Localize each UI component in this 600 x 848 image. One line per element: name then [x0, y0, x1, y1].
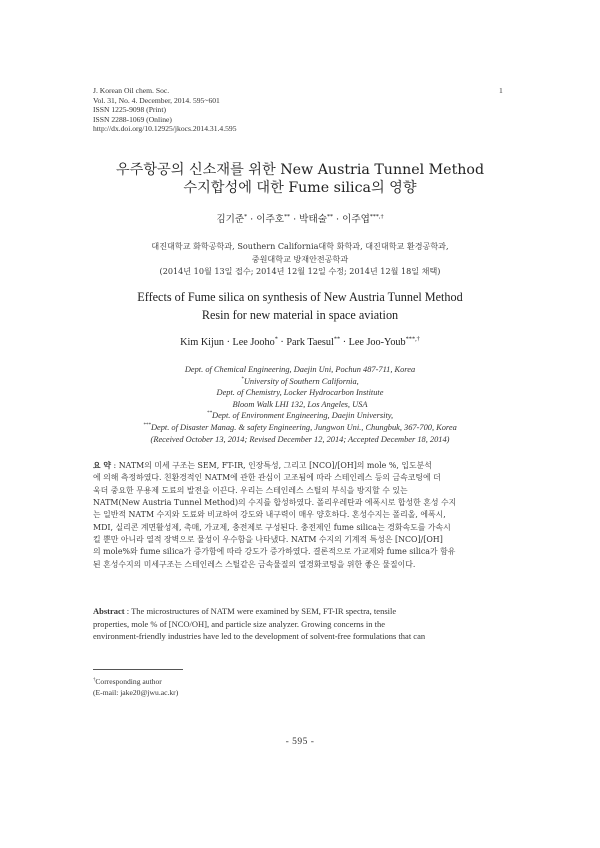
abstract-en-line: environment-friendly industries have led to the development of solvent-free formulations that can	[93, 631, 426, 642]
affiliation-en-line6	[0, 422, 600, 434]
journal-header	[93, 86, 237, 134]
received-dates-en: (Received October 13, 2014; Revised December 12, 2014; Accepted December 18, 2014)	[150, 434, 450, 444]
page-number-bottom: - 595 -	[285, 737, 315, 747]
affiliation-korean	[0, 240, 600, 278]
affiliation-en-line2	[0, 376, 600, 388]
authors-korean	[0, 211, 600, 225]
abstract-ko-line: 욱더 중요한 무용제 도료의 발전을 이끈다. 우리는 스테인레스 스틸의 부식을 방지할 수 있는	[93, 485, 408, 495]
affiliation-en-line5-mark: **	[206, 410, 213, 417]
page-number-top: 1	[499, 86, 503, 95]
author-en-3-mark: **	[333, 335, 341, 343]
affiliation-en-line2-text: University of Southern California,	[243, 376, 359, 386]
abstract-ko-label: 요 약	[93, 461, 111, 470]
affiliation-en-line5-text: Dept. of Environment Engineering, Daejin University,	[212, 411, 394, 421]
author-separator: ·	[340, 337, 349, 348]
title-english-line2: Resin for new material in space aviation	[201, 307, 399, 322]
abstract-ko-line: 요 약 : NATM의 미세 구조는 SEM, FT-IR, 인장특성, 그리고 [NCO]/[OH]의 mole %, 입도분석	[93, 461, 432, 470]
author-separator: ·	[290, 214, 300, 225]
affiliation-en-line1: Dept. of Chemical Engineering, Daejin Uni, Pochun 487-711, Korea	[184, 365, 416, 374]
affiliation-en-line6-text: Dept. of Disaster Manag. & safety Engineering, Jungwon Uni., Chungbuk, 367-700, Korea	[150, 422, 457, 432]
affiliation-en-line6-mark: ***	[143, 422, 151, 429]
journal-name: J. Korean Oil chem. Soc.	[93, 86, 170, 95]
author-separator: ·	[247, 214, 257, 225]
abstract-en-label: Abstract	[93, 606, 125, 616]
abstract-korean	[93, 460, 507, 571]
author-ko-4: 이주엽	[342, 214, 370, 225]
abstract-ko-line: 에 의해 측정하였다. 친환경적인 NATM에 관한 관심이 고조됨에 따라 스테인레스 등의 금속코팅에 더	[93, 473, 441, 483]
author-en-2: Lee Jooho	[232, 337, 275, 348]
author-ko-1-mark: *	[244, 212, 248, 220]
title-korean	[0, 161, 600, 197]
affiliation-en-line5	[0, 410, 600, 422]
footnote	[93, 676, 178, 698]
abstract-ko-line: NATM(New Austria Tunnel Method)의 수지를 합성하였다. 폴리우레탄과 에폭시로 합성한 혼성 수지	[93, 498, 457, 508]
issn-print: ISSN 1225-9098 (Print)	[93, 105, 166, 115]
affiliation-ko-line2: 중원대학교 방재안전공학과	[251, 253, 349, 264]
authors-english	[0, 337, 600, 348]
affiliation-english	[0, 364, 600, 445]
title-english-line1: Effects of Fume silica on synthesis of New Austria Tunnel Method	[137, 290, 463, 304]
issn-online: ISSN 2288-1069 (Online)	[93, 114, 172, 124]
author-en-4-mark: ***,†	[405, 335, 420, 343]
title-korean-line1: 우주항공의 신소재를 위한 New Austria Tunnel Method	[115, 162, 485, 178]
abstract-ko-line: 의 mole%와 fume silica가 증가함에 따라 강도가 증가하였다. 결론적으로 가교제와 fume silica가 함유	[93, 547, 456, 557]
abstract-ko-line: 는 일반적 NATM 수지와 도료와 비교하여 강도와 내구력이 매우 양호하다. 혼성수지는 폴리올, 에폭시,	[93, 510, 446, 520]
author-ko-4-mark: ***,†	[369, 212, 384, 220]
author-ko-2: 이주호	[256, 214, 285, 225]
title-korean-line2: 수지합성에 대한 Fume silica의 영향	[183, 180, 417, 196]
affiliation-en-line2-mark: *	[241, 375, 244, 382]
author-ko-3-mark: **	[326, 212, 333, 220]
affiliation-ko-line1: 대진대학교 화학공학과, Southern California대학 화학과, 대진대학교 환경공학과,	[151, 241, 449, 251]
author-separator: ·	[332, 214, 343, 225]
author-en-2-mark: *	[274, 335, 278, 343]
author-ko-1: 김기준	[216, 214, 245, 225]
author-ko-3: 박태술	[299, 214, 327, 225]
author-en-4: Lee Joo-Youb	[348, 337, 406, 348]
author-email: (E-mail: jake20@jwu.ac.kr)	[93, 688, 179, 697]
author-en-1: Kim Kijun	[180, 337, 225, 348]
doi-link[interactable]: http://dx.doi.org/10.12925/jkocs.2014.31.4.595	[93, 124, 237, 134]
abstract-en-line: Abstract : The microstructures of NATM were examined by SEM, FT-IR spectra, tensile	[93, 606, 397, 616]
journal-volume: Vol. 31, No. 4. December, 2014. 595~601	[93, 95, 220, 105]
abstract-en-line-text: The microstructures of NATM were examined by SEM, FT-IR spectra, tensile	[131, 606, 397, 616]
abstract-ko-line: 된 혼성수지의 미세구조는 스테인레스 스틸같은 금속물질의 열경화코팅을 위한 좋은 물질이다.	[93, 559, 416, 569]
author-en-3: Park Taesul	[286, 337, 334, 348]
corresponding-author	[93, 676, 178, 687]
footnote-divider	[93, 669, 183, 670]
author-separator: ·	[277, 337, 287, 348]
received-dates-ko: (2014년 10월 13일 접수; 2014년 12월 12일 수정; 2014년 12월 18일 채택)	[159, 266, 441, 277]
author-separator: ·	[224, 337, 233, 348]
corresponding-author-label: Corresponding author	[95, 677, 162, 686]
affiliation-en-line4: Bloom Walk LHI 132, Los Angeles, USA	[232, 399, 368, 409]
abstract-ko-line: 킬 뿐만 아니라 열적 장벽으로 물성이 우수함을 나타냈다. NATM 수지의 기계적 특성은 [NCO]/[OH]	[93, 535, 443, 545]
abstract-en-line: properties, mole % of [NCO/OH], and particle size analyzer. Growing concerns in the	[93, 618, 385, 629]
abstract-ko-line: MDI, 실리콘 계면활성제, 촉매, 가교제, 충전제로 구성된다. 충전제인 fume silica는 경화속도를 가속시	[93, 522, 451, 532]
author-ko-2-mark: **	[284, 212, 291, 220]
abstract-english	[93, 605, 507, 643]
abstract-ko-line-text: NATM의 미세 구조는 SEM, FT-IR, 인장특성, 그리고 [NCO]/[OH]의 mole %, 입도분석	[118, 461, 432, 470]
footnote-mark: †	[93, 677, 96, 683]
affiliation-en-line3: Dept. of Chemistry, Locker Hydrocarbon Institute	[216, 388, 384, 398]
title-english	[0, 289, 600, 324]
